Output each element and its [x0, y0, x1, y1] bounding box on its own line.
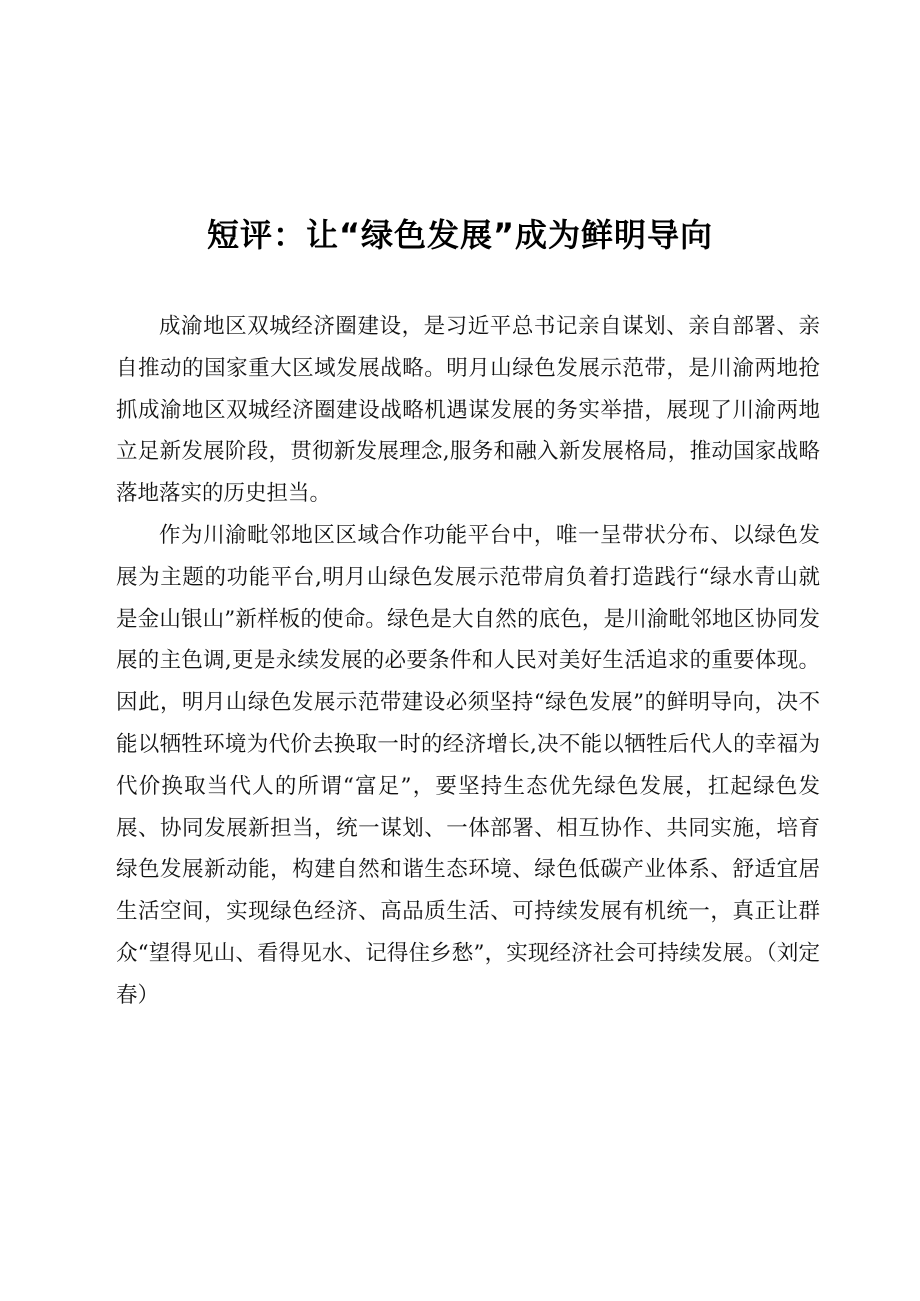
article-title: 短评：让“绿色发展”成为鲜明导向: [206, 216, 714, 254]
paragraph-2: 作为川渝毗邻地区区域合作功能平台中，唯一呈带状分布、以绿色发展为主题的功能平台,明月山绿色发展示范带肩负着打造践行“绿水青山就是金山银山”新样板的使命。绿色是大自然的底色，是川渝毗邻地区协同发展的主色调,更是永续发展的必要条件和人民对美好生活追求的重要体现。因此，明月山绿色发展示范带建设必须坚持“绿色发展”的鲜明导向，决不能以牺牲环境为代价去换取一时的经济增长,决不能以牺牲后代人的幸福为代价换取当代人的所谓“富足”，要坚持生态优先绿色发展，扛起绿色发展、协同发展新担当，统一谋划、一体部署、相互协作、共同实施，培育绿色发展新动能，构建自然和谐生态环境、绿色低碳产业体系、舒适宜居生活空间，实现绿色经济、高品质生活、可持续发展有机统一，真正让群众“望得见山、看得见水、记得住乡愁”，实现经济社会可持续发展。（刘定春）: [116, 522, 820, 1008]
article-body: [116, 306, 820, 1017]
paragraph-1: 成渝地区双城经济圈建设，是习近平总书记亲自谋划、亲自部署、亲自推动的国家重大区域发展战略。明月山绿色发展示范带，是川渝两地抢抓成渝地区双城经济圈建设战略机遇谋发展的务实举措，展现了川渝两地立足新发展阶段，贯彻新发展理念,服务和融入新发展格局，推动国家战略落地落实的历史担当。: [116, 314, 820, 507]
